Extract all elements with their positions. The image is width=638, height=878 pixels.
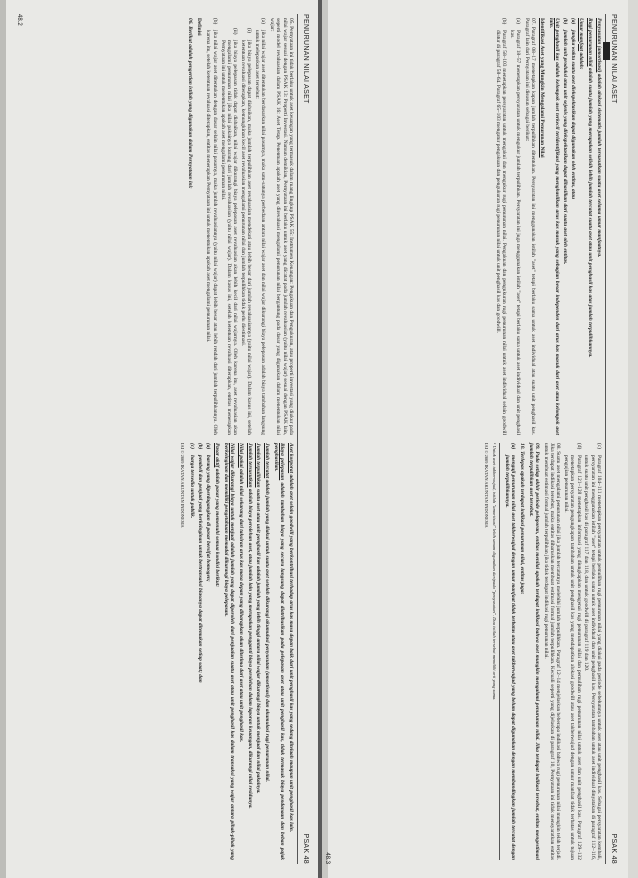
footnote: ¹ Untuk aset takberwujud, istilah "amortisasi" lebih umum digunakan daripada "penyusutan". Dua istilah tersebut memiliki arti yang sama. <box>492 443 500 860</box>
paragraph-05: 05. Pernyataan ini tidak berlaku untuk aset keuangan yang termasuk dalam ruang lingkup PSAK 55: Instrumen Keuangan: Pengakuan dan Pengukuran, atau properti investasi yang diukur pada nilai wajar sesuai dengan PSAK 13: Properti Investasi. Namun demikian, Pernyataan ini berlaku untuk aset yang dicatat pada jumlah revaluasian (yaitu nilai wajar) sesuai dengan PSAK lain, seperti model revaluasian dalam PSAK 16: Aset Tetap. Penentuan apakah aset yang direvaluasi mengalami penurunan nilai bergantung pada dasar yang digunakan dalam menentukan nilai wajar: <box>269 18 294 435</box>
definition-item: Rugi penurunan nilai adalah suatu jumlah yang merupakan selisih lebih jumlah tercatat suatu aset atau unit penghasil kas atas jumlah terpulihkannya. <box>587 18 594 358</box>
section-heading: Identifikasi Aset yang Mungkin Mengalami Penurunan Nilai <box>538 18 545 158</box>
list-item: (b) jumlah unit produksi atau unit sejenis yang diekspektasikan dapat dihasilkan dari suatu aset oleh entitas. <box>561 18 568 265</box>
list-item: (d) Paragraf 121–128 menetapkan informasi yang diungkapkan mengenai rugi penurunan nilai dan pemulihan rugi penurunan nilai untuk aset dan unit penghasil kas. Paragraf 129–132 menetapkan persyaratan pengungkapan tambahan untuk unit penghasil kas yang mendapatkan alokasi goodwill atau aset takberwujud dengan umur manfaat tidak terbatas untuk tujuan pengujian penurunan nilai. <box>563 443 582 860</box>
definition-item: Aset korporat adalah aset selain goodwill yang berkontribusi terhadap arus kas masa depan baik dari unit penghasil kas yang sedang ditelaah maupun unit penghasil kas lain. <box>288 443 294 833</box>
definition-item: Nilai wajar dikurangi biaya untuk menjual adalah jumlah yang dapat diperoleh dari penjualan suatu aset atau unit penghasil kas dalam transaksi yang wajar antara pihak-pihak yang berkeinginan dan memiliki pengetahuan memadai dikurangi biaya pelepasan. <box>222 443 235 860</box>
definition-item: Jumlah tersusutkan adalah biaya perolehan aset, atau jumlah lain yang merupakan pengganti biaya perolehan dalam laporan keuangan, dikurangi nilai residunya. <box>246 443 253 809</box>
right-page-header <box>605 14 618 864</box>
left-page-column-1 <box>20 14 294 439</box>
definition-item: Nilai pakai adalah nilai sekarang dari taksiran arus kas masa depan yang diharapkan akan diterima dari aset atau unit penghasil kas. <box>237 443 244 743</box>
definition-item: Biaya pelepasan adalah tambahan biaya yang secara langsung dapat diatribusikan pada pelepasan aset atau unit penghasil kas, tidak termasuk biaya pendanaan dan beban pajak penghasilan. <box>272 443 286 860</box>
paragraph-06: 06. Berikut adalah pengertian istilah yang digunakan dalam Pernyataan ini: <box>187 18 194 189</box>
left-page-number: 48.2 <box>16 14 22 26</box>
definition-item: Penyusutan (amortisasi) adalah alokasi sistematis jumlah tersusutkan suatu aset selama umur manfaatnya. <box>596 18 602 258</box>
scan-edge-left <box>0 0 6 878</box>
left-page <box>16 0 316 878</box>
paragraph-10: 10. Terlepas apakah terdapat indikasi penurunan nilai, entitas juga: <box>518 443 525 595</box>
scan-edge-right <box>628 0 638 878</box>
list-item: (a) barang yang diperdagangkan di pasar bersifat homogen; <box>205 443 212 582</box>
right-page-column-2 <box>328 439 602 864</box>
definition-item: Jumlah tercatat adalah jumlah yang diakui untuk suatu aset setelah dikurangi akumulasi penyusutan (amortisasi) dan akumulasi rugi penurunan nilai. <box>264 443 271 782</box>
definition-item: Jumlah terpulihkan suatu aset atau unit penghasil kas adalah jumlah yang lebih tinggi antara nilai wajar dikurangi biaya untuk menjual dan nilai pakainya. <box>255 443 262 794</box>
list-item: (b) Paragraf 58–103 menetapkan persyaratan untuk mengakui dan mengukur rugi penurunan nilai. Pengakuan dan pengukuran rugi penurunan nilai untuk aset individual selain goodwill diatur di paragraf 58–64. Paragraf 65–103 mengatur pengakuan dan pengukuran rugi penurunan nilai untuk unit penghasil kas dan goodwill. <box>494 18 507 435</box>
right-header-code: PSAK 48 <box>610 833 617 864</box>
left-header-code: PSAK 48 <box>302 833 309 864</box>
right-footer-copyright: IAI © 2009 IKATAN AKUNTAN INDONESIA <box>483 443 489 528</box>
paragraph-08: 08. Suatu aset mengalami penurunan nilai jika jumlah tercatatnya melebihi jumlah terpulihkan. Paragraf 12–14 menjelaskan beberapa indikasi bahwa rugi penurunan nilai mungkin telah terjadi. Jika terdapat indikasi tersebut, maka entitas diharuskan membuat estimasi formal jumlah terpulihkan. Kecuali seperti yang dijelaskan di paragraf 10, Pernyataan ini tidak mensyaratkan entitas untuk membuat estimasi formal jumlah terpulihkan jika tidak terdapat indikasi rugi penurunan nilai. <box>542 443 562 860</box>
list-item: (i) jika biaya pelepasan dapat diabaikan, maka jumlah terpulihkan aset revaluasian mendekati atau lebih besar dari jumlah revaluasiannya (yaitu nilai wajar). Dalam kasus ini, setelah ketentuan revaluasi diterapkan, kemungkinan kecil aset revaluasian mengalami penurunan nilai dan jumlah terpulihkan tidak perlu diestimasi. <box>239 28 253 435</box>
list-item: (b) jika nilai wajar aset ditentukan dengan dasar selain nilai pasarnya, maka jumlah revaluasiannya (yaitu nilai wajar) dapat lebih besar atau lebih rendah dari jumlah terpulihkannya. Oleh karena itu, setelah ketentuan revaluasi diterapkan, entitas menerapkan Pernyataan ini untuk menentukan apakah aset mengalami penurunan nilai. <box>205 18 218 435</box>
definition-item: Unit penghasil kas adalah kelompok aset terkecil teridentifikasi yang menghasilkan arus kas masuk yang sebagian besar independen dari arus kas masuk dari aset atau kelompok aset lain. <box>547 18 561 435</box>
left-page-header <box>297 14 310 864</box>
right-page-number: 48.3 <box>324 852 330 864</box>
paragraph-07: 07. Paragraf 08–17 menetapkan kapan jumlah terpulihkan ditentukan. Persyaratan ini menggunakan istilah "aset" tetapi berlaku sama untuk aset individual atau suatu unit penghasil kas. Paragraf lain dari Pernyataan ini disusun sebagai berikut: <box>523 18 537 435</box>
list-item: (a) jangka waktu suatu aset diekspektasikan dapat digunakan oleh entitas, atau <box>569 18 576 199</box>
right-page-column-1 <box>328 14 602 439</box>
list-item: (a) menguji penurunan nilai aset takberwujud dengan umur manfaat tidak terbatas atau aset takberwujud yang belum dapat digunakan dengan membandingkan jumlah tercatat dengan jumlah terpulihkannya. <box>503 443 516 860</box>
list-item: (a) Paragraf 18–57 menetapkan persyaratan untuk mengukur jumlah terpulihkan. Persyaratan ini juga menggunakan istilah "aset" tetapi berlaku sama untuk aset individual dan unit penghasil kas. <box>508 18 522 435</box>
list-item: (c) harga tersedia untuk publik. <box>189 443 196 519</box>
list-item: (c) Paragraf 104–111 menetapkan persyaratan untuk pemulihan rugi penurunan nilai yang diakui pada periode sebelumnya untuk aset atau unit penghasil kas. Sebagai persyaratan kembali, persyaratan ini menggunakan istilah "aset" tetapi berlaku sama untuk aset individual dan unit penghasil kas. Persyaratan tambahan untuk aset individual dinyatakan di paragraf 112–116, untuk suatu unit penghasil kas di paragraf 117 dan 118, dan untuk goodwill di paragraf 119 dan 120. <box>583 443 602 860</box>
scan-registration-mark <box>603 42 610 60</box>
definition-item: Umur manfaat adalah: <box>578 18 585 70</box>
definition-item: Pasar aktif adalah pasar yang memenuhi semua kondisi berikut: <box>213 443 220 588</box>
left-footer-copyright: IAI © 2009 IKATAN AKUNTAN INDONESIA <box>180 443 186 528</box>
right-header-title: PENURUNAN NILAI ASET <box>610 14 617 104</box>
list-item: (ii) jika biaya pelepasan tidak dapat diabaikan, nilai wajar dikurangi biaya pelepasan aset revaluasian akan lebih kecil dari nilai wajarnya. Oleh karena itu, aset revaluasian akan mengalami penurunan nilai jika nilai pakainya kurang dari jumlah revaluasian (yaitu nilai wajar). Dalam kasus ini, setelah ketentuan revaluasi diterapkan, entitas menerapkan Pernyataan ini untuk menentukan apakah aset mengalami penurunan nilai. <box>219 28 239 435</box>
definisi-label: Definisi <box>196 18 203 36</box>
list-item: (a) jika nilai wajar aset ditentukan berdasarkan nilai pasarnya, maka satu-satunya perbedaan antara nilai wajar aset dan nilai wajar dikurangi biaya pelepasan adalah biaya tambahan langsung untuk melepaskan aset tersebut: <box>254 18 267 435</box>
right-page <box>324 0 624 878</box>
list-item: (b) pembeli dan penjual yang berkeinginan untuk bertransaksi biasanya dapat ditemukan setiap saat; dan <box>197 443 204 683</box>
left-page-column-2 <box>20 439 294 864</box>
paragraph-09: 09. Pada setiap akhir periode pelaporan, entitas menilai apakah terdapat indikasi bahwa aset mungkin mengalami penurunan nilai. Jika terdapat indikasi tersebut, entitas mengestimasi jumlah terpulihkan aset tersebut. <box>527 443 540 860</box>
left-header-title: PENURUNAN NILAI ASET <box>302 14 309 104</box>
